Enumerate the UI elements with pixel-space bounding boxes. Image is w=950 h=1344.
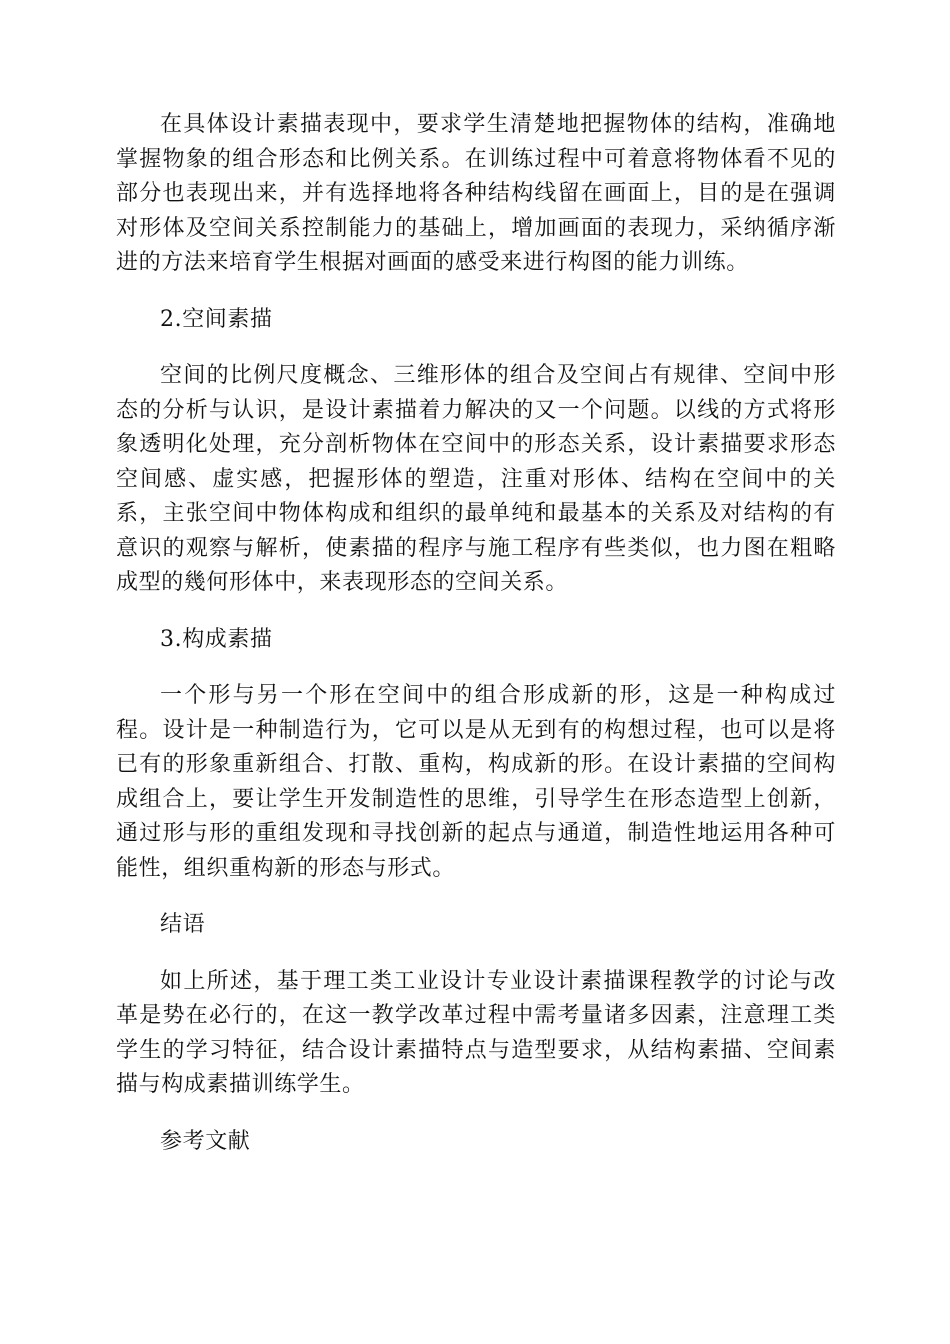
paragraph-conclusion: 如上所述，基于理工类工业设计专业设计素描课程教学的讨论与改革是势在必行的，在这一教学改革过程中需考量诸多因素，注意理工类学生的学习特征，结合设计素描特点与造型要求，从结构素描、空间素描与构成素描训练学生。 (116, 968, 836, 1097)
paragraph-structure-sketch: 在具体设计素描表现中，要求学生清楚地把握物体的结构，准确地掌握物象的组合形态和比例关系。在训练过程中可着意将物体看不见的部分也表现出来，并有选择地将各种结构线留在画面上，目的是在强调对形体及空间关系控制能力的基础上，增加画面的表现力，采纳循序渐进的方法来培育学生根据对画面的感受来进行构图的能力训练。 (116, 112, 836, 275)
document-body (116, 108, 836, 1159)
paragraph-composition-sketch: 一个形与另一个形在空间中的组合形成新的形，这是一种构成过程。设计是一种制造行为，它可以是从无到有的构想过程，也可以是将已有的形象重新组合、打散、重构，构成新的形。在设计素描的空间构成组合上，要让学生开发制造性的思维，引导学生在形态造型上创新，通过形与形的重组发现和寻找创新的起点与通道，制造性地运用各种可能性，组织重构新的形态与形式。 (116, 683, 836, 881)
section-heading-space-sketch: 2.空间素描 (160, 306, 273, 332)
section-heading-references: 参考文献 (160, 1128, 251, 1154)
section-heading-composition-sketch: 3.构成素描 (160, 626, 273, 652)
section-heading-conclusion: 结语 (160, 912, 206, 937)
paragraph-space-sketch: 空间的比例尺度概念、三维形体的组合及空间占有规律、空间中形态的分析与认识，是设计素描着力解决的又一个问题。以线的方式将形象透明化处理，充分剖析物体在空间中的形态关系，设计素描要求形态空间感、虚实感，把握形体的塑造，注重对形体、结构在空间中的关系，主张空间中物体构成和组织的最单纯和最基本的关系及对结构的有意识的观察与解析，使素描的程序与施工程序有些类似，也力图在粗略成型的幾何形体中，来表现形态的空间关系。 (116, 363, 836, 595)
